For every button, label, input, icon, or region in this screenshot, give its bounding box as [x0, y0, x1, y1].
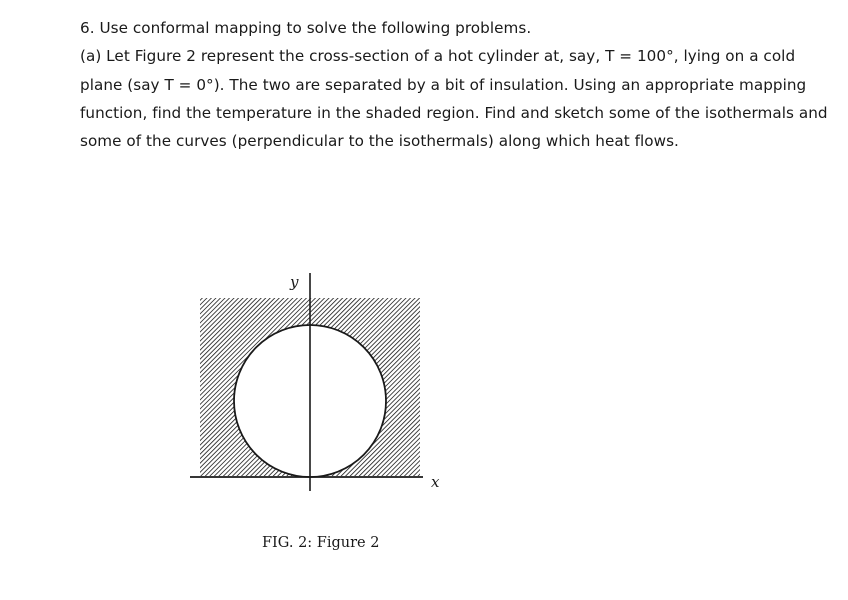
problem-part-a-line-4: some of the curves (perpendicular to the isothermals) along which heat flows.	[80, 132, 679, 151]
y-axis-label: y	[290, 273, 299, 291]
problem-part-a-line-2: plane (say T = 0°). The two are separated by a bit of insulation. Using an appropriate mapping	[80, 75, 807, 94]
problem-heading: 6. Use conformal mapping to solve the following problems.	[80, 19, 532, 37]
problem-text	[80, 14, 840, 155]
figure-2-diagram	[185, 265, 455, 495]
figure-2	[185, 265, 455, 495]
problem-part-a-line-1: (a) Let Figure 2 represent the cross-section of a hot cylinder at, say, T = 100°, lying on a cold	[80, 47, 796, 66]
x-axis-label: x	[431, 473, 440, 491]
figure-caption: FIG. 2: Figure 2	[262, 535, 380, 551]
problem-part-a-line-3: function, find the temperature in the shaded region. Find and sketch some of the isothermals and	[80, 103, 828, 122]
